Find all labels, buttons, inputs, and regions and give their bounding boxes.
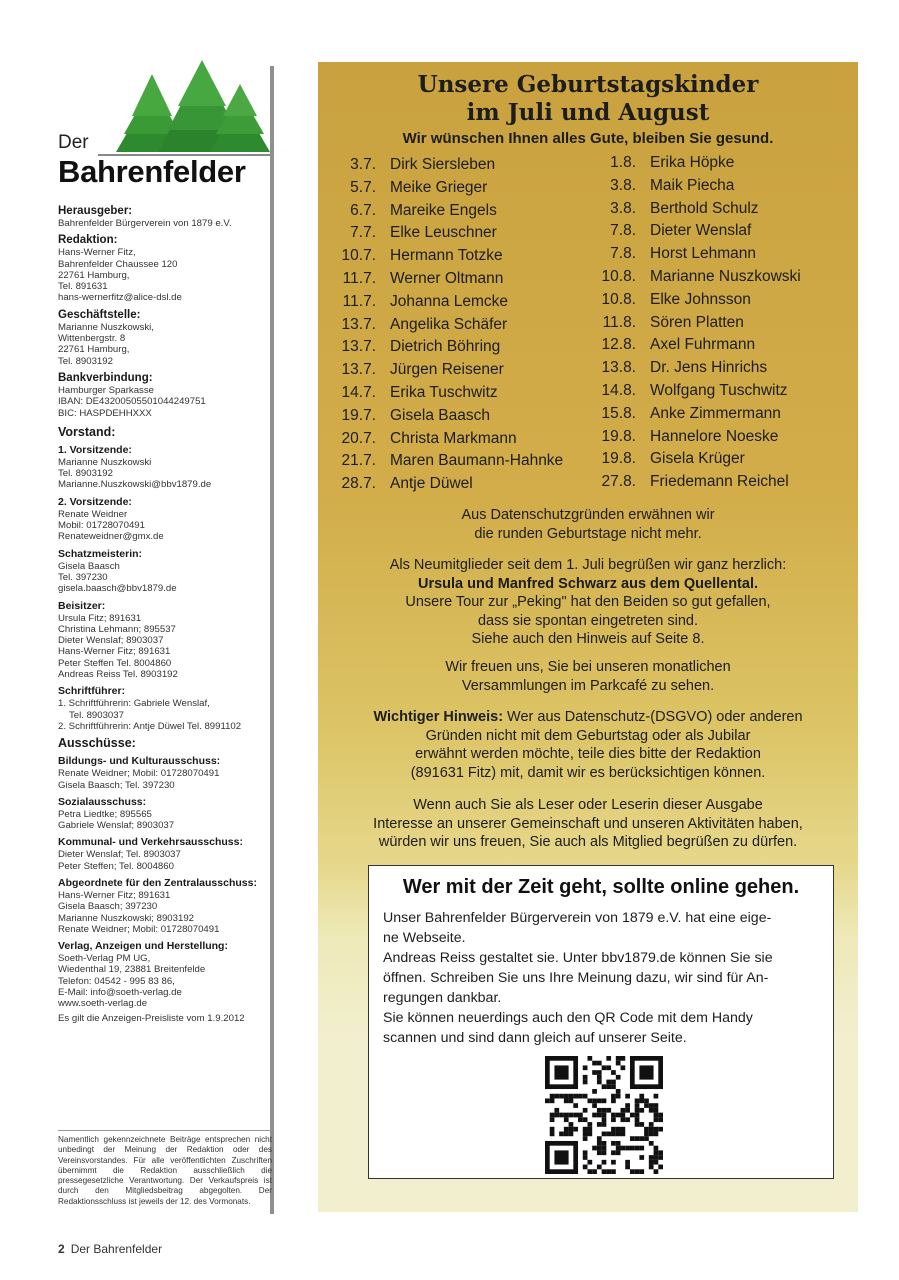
birthday-date: 5.7. — [350, 178, 376, 196]
footer-title: Der Bahrenfelder — [70, 1242, 163, 1256]
birthday-name: Marianne Nuszkowski — [650, 267, 801, 285]
section-line: Marianne Nuszkowski — [58, 456, 152, 468]
section-line: Gisela Baasch; 397230 — [58, 901, 158, 913]
birthday-date: 7.7. — [350, 224, 376, 242]
birthday-row — [598, 152, 801, 175]
birthday-date: 11.7. — [342, 292, 376, 310]
birthday-name: Meike Grieger — [390, 178, 488, 196]
section-heading: Geschäftstelle: — [58, 308, 141, 321]
new-members-note — [318, 556, 858, 649]
birthday-row — [598, 471, 801, 494]
birthday-name: Elke Johnsson — [650, 290, 751, 308]
birthday-row — [338, 428, 563, 451]
birthday-row — [338, 177, 563, 200]
online-line: öffnen. Schreiben Sie uns Ihre Meinung dazu, wir sind für An- — [383, 970, 769, 986]
online-title: Wer mit der Zeit geht, sollte online gehen. — [402, 876, 800, 898]
section-line: Tel. 891631 — [58, 281, 108, 293]
birthday-date: 13.7. — [341, 361, 376, 379]
birthday-date: 3.7. — [350, 156, 376, 173]
section-line: Renate Weidner; Mobil: 01728070491 — [58, 768, 220, 780]
online-line: Unser Bahrenfelder Bürgerverein von 1879 e.V. hat eine eige- — [383, 910, 772, 926]
birthday-name: Dietrich Böhring — [390, 338, 501, 356]
birthday-name: Hermann Totzke — [390, 247, 503, 265]
birthday-name: Maik Piecha — [650, 176, 735, 194]
panel-title-line1: Unsere Geburtstagskinder — [417, 71, 759, 98]
section-line: Tel. 397230 — [58, 571, 108, 583]
hint-line: erwähnt werden möchte, teile dies bitte der Redaktion — [415, 746, 761, 762]
section-line: 1. Schriftführerin: Gabriele Wenslaf, — [58, 698, 210, 710]
hint-line: Wer aus Datenschutz-(DSGVO) oder anderen — [503, 709, 803, 725]
new-members-line: Als Neumitglieder seit dem 1. Juli begrüßen wir ganz herzlich: — [389, 557, 787, 573]
birthday-date: 10.7. — [341, 247, 376, 265]
birthday-date: 12.8. — [601, 336, 636, 354]
section-heading: Schatzmeisterin: — [58, 547, 143, 560]
privacy-line: die runden Geburtstage nicht mehr. — [474, 525, 702, 542]
birthday-date: 13.7. — [341, 338, 376, 356]
birthday-name: Dr. Jens Hinrichs — [650, 359, 768, 377]
section-line: Renate Weidner — [58, 508, 128, 520]
section-line: Renateweidner@gmx.de — [58, 531, 164, 543]
section-line: Wiedenthal 19, 23881 Breitenfelde — [58, 964, 206, 976]
birthday-date: 14.7. — [341, 383, 376, 401]
column-divider — [270, 66, 274, 1214]
birthday-date: 11.7. — [342, 269, 376, 287]
birthday-date: 28.7. — [341, 475, 376, 493]
new-members-names: Ursula und Manfred Schwarz aus dem Quellental. — [417, 575, 759, 592]
section-heading: Schriftführer: — [58, 685, 126, 698]
birthday-name: Anke Zimmermann — [650, 404, 781, 422]
birthday-date: 10.8. — [601, 290, 636, 308]
section-line: Gabriele Wenslaf; 8903037 — [58, 820, 175, 832]
birthday-date: 10.8. — [601, 267, 636, 285]
section-line: Hans-Werner Fitz; 891631 — [58, 646, 171, 658]
section-line: Hamburger Sparkasse — [58, 384, 154, 396]
birthday-row — [338, 382, 563, 405]
birthday-date: 1.8. — [610, 154, 636, 171]
section-line: Ursula Fitz; 891631 — [58, 612, 142, 624]
birthday-row — [598, 220, 801, 243]
online-line: regungen dankbar. — [383, 990, 502, 1006]
birthday-name: Christa Markmann — [390, 429, 517, 447]
birthday-name: Hannelore Noeske — [650, 427, 779, 445]
birthday-name: Friedemann Reichel — [650, 473, 789, 491]
birthday-date: 3.8. — [610, 199, 636, 217]
new-members-line: Unsere Tour zur „Peking" hat den Beiden so gut gefallen, — [405, 594, 771, 610]
birthday-name: Dirk Siersleben — [390, 156, 496, 173]
qr-code-icon[interactable] — [545, 1056, 663, 1174]
meeting-line: Wir freuen uns, Sie bei unseren monatlichen — [445, 659, 731, 675]
birthday-name: Mareike Engels — [390, 201, 497, 219]
section-line: gisela.baasch@bbv1879.de — [58, 583, 177, 595]
page-number: 2 — [58, 1242, 65, 1256]
section-heading: Bildungs- und Kulturausschuss: — [58, 755, 221, 768]
birthday-name: Gisela Krüger — [650, 450, 745, 468]
imprint-list — [58, 204, 272, 419]
birthday-row — [598, 289, 801, 312]
birthday-row — [598, 175, 801, 198]
section-line: Mobil: 01728070491 — [58, 520, 145, 532]
reader-line: würden wir uns freuen, Sie auch als Mitglied begrüßen zu dürfen. — [378, 834, 798, 850]
section-heading: Abgeordnete für den Zentralausschuss: — [58, 876, 257, 889]
hint-label: Wichtiger Hinweis: — [373, 709, 504, 725]
birthday-row — [338, 245, 563, 268]
section-line: Gisela Baasch — [58, 560, 120, 572]
birthday-name: Angelika Schäfer — [390, 315, 508, 333]
section-line: IBAN: DE43200505501044249751 — [58, 396, 206, 408]
birthday-row — [598, 198, 801, 221]
birthday-date: 27.8. — [601, 473, 636, 491]
reader-invitation — [318, 796, 858, 852]
birthday-name: Werner Oltmann — [390, 269, 504, 287]
section-heading: Kommunal- und Verkehrsausschuss: — [58, 836, 243, 849]
birthday-name: Antje Düwel — [390, 475, 473, 493]
section-line: Hans-Werner Fitz, — [58, 247, 136, 259]
section-line: Dieter Wenslaf; 8903037 — [58, 635, 164, 647]
section-line: BIC: HASPDEHHXXX — [58, 407, 152, 419]
section-line: Bahrenfelder Chaussee 120 — [58, 258, 178, 270]
birthday-row — [598, 448, 801, 471]
birthday-name: Maren Baumann-Hahnke — [390, 452, 564, 470]
birthday-row — [338, 154, 563, 177]
reader-line: Interesse an unserer Gemeinschaft und unseren Aktivitäten haben, — [373, 815, 803, 832]
imprint-column — [58, 60, 272, 1024]
vorstand-list — [58, 444, 272, 732]
section-line: 2. Schriftführerin: Antje Düwel Tel. 8991102 — [58, 720, 242, 732]
section-heading: Redaktion: — [58, 234, 118, 247]
birthday-name: Horst Lehmann — [650, 245, 756, 263]
section-line: 22761 Hamburg, — [58, 344, 130, 356]
section-line: Marianne Nuszkowski, — [58, 321, 154, 333]
birthday-row — [338, 268, 563, 291]
section-heading: Beisitzer: — [58, 599, 106, 612]
important-hint — [318, 708, 858, 782]
section-line: 22761 Hamburg, — [58, 269, 130, 281]
birthday-date: 19.8. — [601, 427, 636, 445]
birthday-date: 14.8. — [601, 381, 636, 399]
birthday-row — [598, 380, 801, 403]
birthday-row — [338, 450, 563, 473]
section-line: E-Mail: info@soeth-verlag.de — [58, 987, 182, 999]
online-box — [368, 865, 834, 1179]
birthday-row — [598, 243, 801, 266]
birthday-name: Johanna Lemcke — [390, 292, 509, 310]
section-line: Renate Weidner; Mobil: 01728070491 — [58, 923, 220, 935]
birthday-name: Gisela Baasch — [390, 406, 490, 424]
privacy-note — [318, 506, 858, 543]
birthday-row — [338, 336, 563, 359]
birthday-row — [598, 357, 801, 380]
birthday-name: Sören Platten — [650, 313, 744, 331]
online-line: Sie können neuerdings auch den QR Code mit dem Handy — [383, 1010, 753, 1026]
birthday-date: 7.8. — [610, 245, 636, 263]
online-line: Andreas Reiss gestaltet sie. Unter bbv1879.de können Sie sie — [383, 950, 773, 966]
online-line: ne Webseite. — [383, 930, 466, 946]
birthday-date: 7.8. — [610, 222, 636, 240]
section-line: Bahrenfelder Bürgerverein von 1879 e.V. — [58, 218, 232, 229]
section-line: Hans-Werner Fitz; 891631 — [58, 889, 171, 901]
ausschuesse-heading: Ausschüsse: — [58, 736, 136, 751]
birthday-row — [338, 291, 563, 314]
section-heading: Sozialausschuss: — [58, 795, 147, 808]
reader-line: Wenn auch Sie als Leser oder Leserin dieser Ausgabe — [413, 797, 763, 813]
birthday-name: Wolfgang Tuschwitz — [650, 381, 788, 399]
birthday-name: Erika Höpke — [650, 154, 735, 171]
ausschuesse-list — [58, 755, 272, 1009]
august-birthday-list — [598, 152, 801, 494]
birthday-date: 11.8. — [602, 313, 636, 331]
section-heading: 2. Vorsitzende: — [58, 495, 132, 508]
birthday-row — [598, 426, 801, 449]
birthday-row — [338, 405, 563, 428]
vorstand-section — [58, 425, 272, 732]
birthday-row — [338, 359, 563, 382]
online-text — [383, 908, 823, 1048]
birthday-name: Dieter Wenslaf — [650, 222, 752, 240]
birthday-row — [338, 222, 563, 245]
section-line: Peter Steffen Tel. 8004860 — [58, 657, 172, 669]
birthday-name: Berthold Schulz — [650, 199, 759, 217]
section-heading: Bankverbindung: — [58, 371, 153, 384]
section-heading: 1. Vorsitzende: — [58, 443, 132, 456]
meeting-note — [318, 658, 858, 695]
birthday-row — [338, 314, 563, 337]
birthday-date: 6.7. — [350, 201, 376, 219]
birthday-name: Erika Tuschwitz — [390, 383, 498, 401]
birthday-row — [598, 334, 801, 357]
panel-wish: Wir wünschen Ihnen alles Gute, bleiben Sie gesund. — [402, 130, 774, 147]
section-line: Petra Liedtke; 895565 — [58, 808, 152, 820]
birthday-row — [598, 312, 801, 335]
section-line: www.soeth-verlag.de — [58, 998, 148, 1010]
section-line: Wittenbergstr. 8 — [58, 333, 126, 345]
birthday-date: 21.7. — [341, 452, 376, 470]
privacy-line: Aus Datenschutzgründen erwähnen wir — [461, 507, 715, 523]
section-line: Marianne Nuszkowski; 8903192 — [58, 912, 194, 924]
birthday-date: 3.8. — [610, 176, 636, 194]
section-line: Marianne.Nuszkowski@bbv1879.de — [58, 479, 212, 491]
birthday-date: 15.8. — [601, 404, 636, 422]
ausschuesse-section — [58, 736, 272, 1024]
birthday-date: 20.7. — [341, 429, 376, 447]
masthead-der: Der — [58, 132, 89, 153]
birthday-row — [338, 200, 563, 223]
price-note: Es gilt die Anzeigen-Preisliste vom 1.9.2012 — [58, 1012, 245, 1024]
birthday-date: 19.8. — [601, 450, 636, 468]
section-line: Peter Steffen; Tel. 8004860 — [58, 860, 174, 872]
section-line: Soeth-Verlag PM UG, — [58, 953, 151, 965]
section-line: Telefon: 04542 - 995 83 86, — [58, 975, 175, 987]
section-line: Andreas Reiss Tel. 8903192 — [58, 669, 178, 681]
section-line: Tel. 8903192 — [58, 355, 113, 367]
section-line: Tel. 8903037 — [69, 709, 124, 721]
vorstand-heading: Vorstand: — [58, 424, 116, 439]
july-birthday-list — [338, 154, 563, 496]
birthday-name: Axel Fuhrmann — [650, 336, 756, 354]
page-footer — [58, 1242, 162, 1256]
hint-line: Gründen nicht mit dem Geburtstag oder als Jubilar — [425, 727, 751, 744]
birthday-date: 13.7. — [341, 315, 376, 333]
masthead-title: Bahrenfelder — [58, 154, 246, 189]
new-members-line: Siehe auch den Hinweis auf Seite 8. — [471, 631, 705, 647]
section-line: Gisela Baasch; Tel. 397230 — [58, 779, 175, 791]
fir-trees-logo-icon — [98, 60, 270, 156]
panel-title-line2: im Juli und August — [466, 99, 710, 126]
masthead — [58, 60, 272, 200]
birthday-row — [598, 403, 801, 426]
birthday-date: 19.7. — [341, 406, 376, 424]
birthday-row — [598, 266, 801, 289]
online-line: scannen und sind dann gleich auf unserer Seite. — [383, 1030, 687, 1046]
birthday-row — [338, 473, 563, 496]
section-line: Tel. 8903192 — [58, 468, 113, 480]
section-heading: Verlag, Anzeigen und Herstellung: — [58, 940, 228, 953]
disclaimer: Namentlich gekennzeichnete Beiträge entsprechen nicht unbedingt der Meinung der Redaktion oder des Vereinsvorstandes. Für alle veröffentlichten Zuschriften übernimmt die Redaktion ausschließlich die pressegesetzliche Verantwortung. Der Verkaufspreis ist durch den Mitgliedsbeitrag abgegolten. Der Redaktionsschluss ist jeweils der 12. des Vormonats. — [58, 1130, 272, 1207]
section-line: Dieter Wenslaf; Tel. 8903037 — [58, 849, 181, 861]
birthday-name: Jürgen Reisener — [390, 361, 504, 379]
new-members-line: dass sie spontan eingetreten sind. — [477, 612, 699, 629]
birthday-date: 13.8. — [601, 359, 636, 377]
hint-line: (891631 Fitz) mit, damit wir es berücksichtigen können. — [410, 764, 766, 781]
section-line: hans-wernerfitz@alice-dsl.de — [58, 292, 182, 304]
meeting-line: Versammlungen im Parkcafé zu sehen. — [461, 677, 715, 694]
birthday-name: Elke Leuschner — [390, 224, 497, 242]
section-line: Christina Lehmann; 895537 — [58, 623, 176, 635]
section-heading: Herausgeber: — [58, 205, 133, 217]
